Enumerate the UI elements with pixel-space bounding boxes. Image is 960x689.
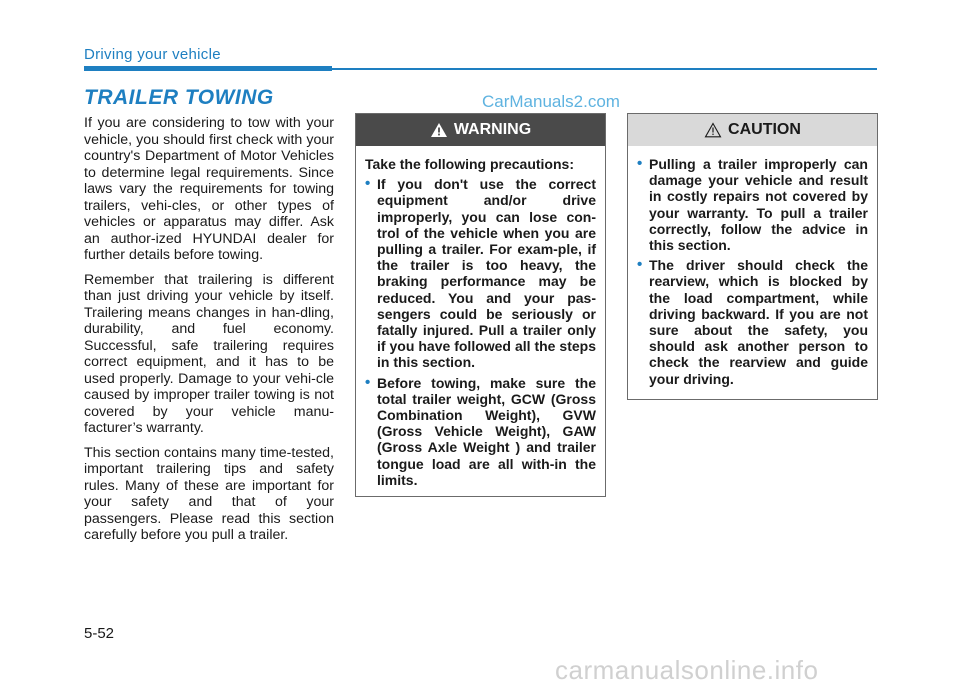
caution-list (637, 156, 868, 387)
body-paragraph: Remember that trailering is different than just driving your vehicle by itself. Trailering means changes in han-dling, durability, and fuel economy. Successful, safe trailering requires correct equipment, and it has to be used properly. Damage to your vehi-cle caused by improper trailer towing is not covered by your vehicle manu-facturer’s warranty. (84, 271, 334, 436)
bullet-icon: • (637, 155, 643, 172)
warning-box (355, 113, 606, 497)
header-rule-thick (84, 66, 332, 71)
list-item-text: Pulling a trailer improperly can damage your vehicle and result in costly repairs not covered by your warranty. To pull a trailer correctly, follow the advice in this section. (649, 156, 868, 254)
body-paragraph: This section contains many time-tested, important trailering tips and safety rules. Many of these are important for your safety and that of your passengers. Please read this section carefully before you pull a trailer. (84, 444, 334, 543)
page-number: 5-52 (84, 625, 115, 642)
watermark-bottom: carmanualsonline.info (555, 655, 819, 685)
caution-triangle-icon (704, 122, 722, 138)
bullet-icon: • (637, 256, 643, 274)
list-item-text: Before towing, make sure the total trailer weight, GCW (Gross Combination Weight), GVW (Gross Vehicle Weight), GAW (Gross Axle Weight ) and trailer tongue load are all with-in the limits. (377, 374, 596, 488)
bullet-icon: • (365, 175, 371, 193)
list-item (365, 375, 596, 488)
list-item-text: If you don't use the correct equipment and/or drive improperly, you can lose con-trol of the vehicle when you are pulling a trailer. For exam-ple, if the trailer is too heavy, the braking performance may be reduced. You and your pas-sengers could be seriously or fatally injured. Pull a trailer only if you have followed all the steps in this section. (377, 176, 596, 371)
section-label: Driving your vehicle (84, 46, 221, 63)
warning-intro: Take the following precautions: (365, 156, 574, 172)
caution-body (628, 146, 877, 387)
list-item (637, 156, 868, 253)
warning-body (356, 146, 605, 488)
warning-triangle-icon (430, 122, 448, 138)
warning-label: WARNING (453, 121, 532, 138)
warning-header (356, 114, 605, 146)
bullet-icon: • (365, 373, 371, 391)
list-item (365, 176, 596, 370)
caution-box (627, 113, 878, 400)
warning-list (365, 176, 596, 488)
header-rule-thin (332, 68, 877, 70)
body-paragraph: If you are considering to tow with your vehicle, you should first check with your country's Department of Motor Vehicles to determine legal requirements. Since laws vary the requirements for towing trailers, vehi-cles, or other types of vehicles or apparatus may differ. Ask an author-ized HYUNDAI dealer for further details before towing. (84, 115, 334, 263)
caution-header (628, 114, 877, 146)
body-text (84, 115, 334, 552)
caution-label: CAUTION (728, 121, 801, 138)
watermark-top: CarManuals2.com (482, 92, 620, 111)
list-item (637, 257, 868, 387)
list-item-text: The driver should check the rearview, which is blocked by the load compartment, while driving backward. If you are not sure about the safety, you should ask another person to check the rearview and guide your driving. (649, 257, 868, 387)
page-title: TRAILER TOWING (84, 86, 274, 109)
